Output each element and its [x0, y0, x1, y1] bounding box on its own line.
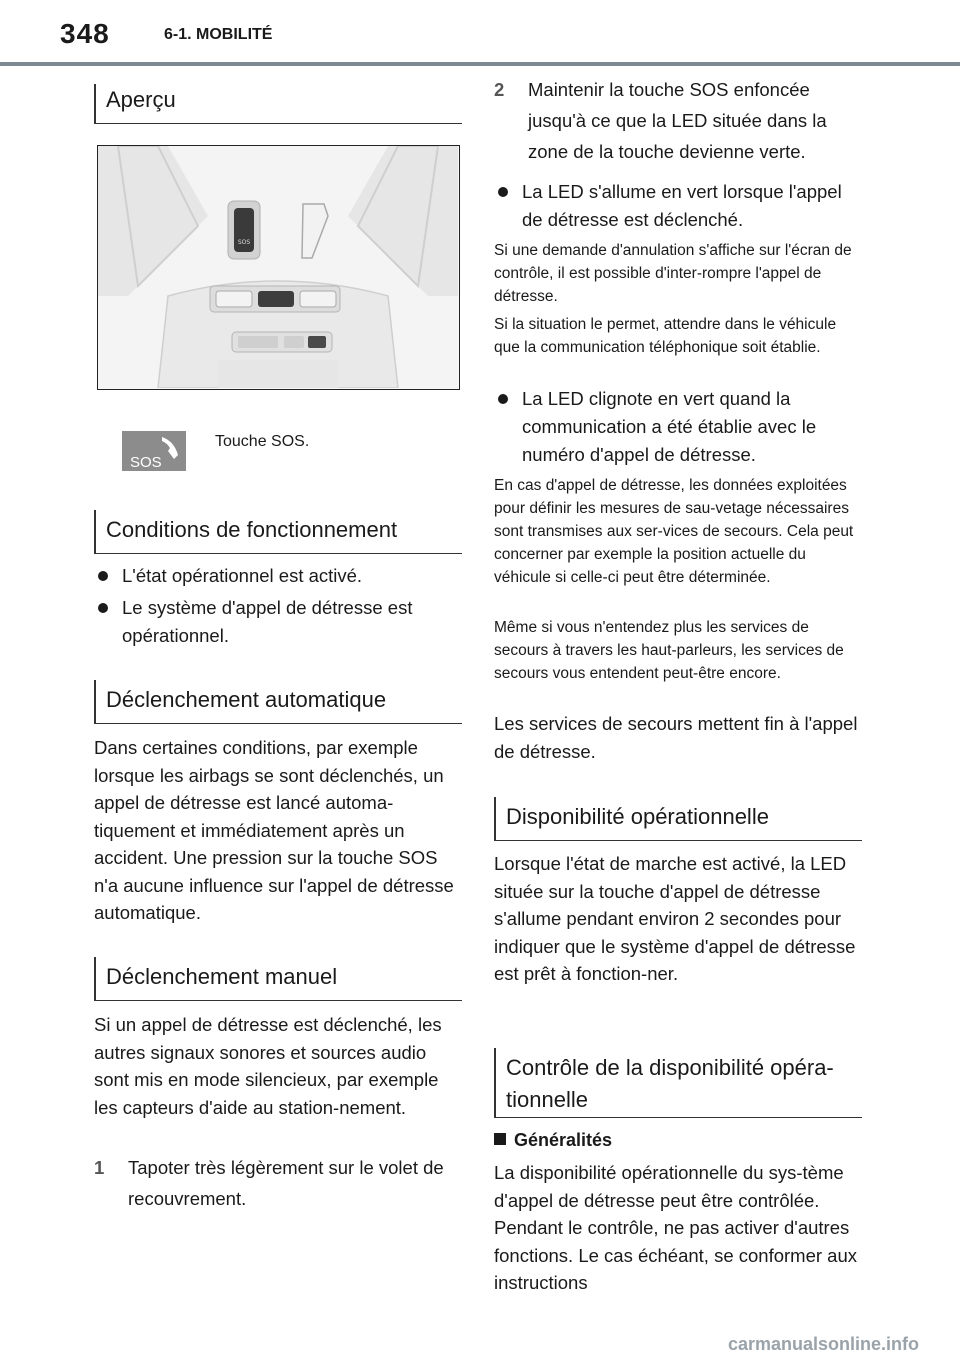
- svg-text:SOS: SOS: [237, 239, 251, 246]
- auto-trigger-text: Dans certaines conditions, par exemple lorsque les airbags se sont déclenchés, un appel de détresse est lancé automa-tiquement et immédiatement après un accident. Une pression sur la touche SOS n'a aucune influence sur l'appel de détresse automatique.: [94, 737, 454, 923]
- list-item: Le système d'appel de détresse est opérationnel.: [94, 594, 462, 650]
- bullet-icon: [498, 394, 508, 404]
- sos-icon-label: SOS: [130, 454, 162, 471]
- step-text: Tapoter très légèrement sur le volet de recouvrement.: [128, 1157, 444, 1209]
- page-number: 348: [60, 18, 110, 49]
- bullet-icon: [98, 571, 108, 581]
- list-item: La LED clignote en vert quand la communication a été établie avec le numéro d'appel de détresse.: [494, 385, 862, 469]
- manual-trigger-heading: Déclenchement manuel: [94, 957, 462, 1001]
- general-subheading: Généralités: [494, 1130, 612, 1151]
- auto-trigger-heading: Déclenchement automatique: [94, 680, 462, 724]
- availability-text: Lorsque l'état de marche est activé, la LED située sur la touche d'appel de détresse s'allume pendant environ 2 secondes pour indiquer que le système d'appel de détresse est prêt à fonction-ner.: [494, 853, 856, 984]
- chapter-title: 6-1. MOBILITÉ: [164, 26, 273, 43]
- general-text: La disponibilité opérationnelle du sys-tème d'appel de détresse peut être contrôlée. Pendant le contrôle, ne pas activer d'autres fonctions. Le cas échéant, se conformer aux instructions: [494, 1162, 858, 1293]
- list-item: L'état opérationnel est activé.: [94, 562, 462, 590]
- conditions-heading: Conditions de fonctionnement: [94, 510, 462, 554]
- sos-caption: Touche SOS.: [215, 433, 310, 450]
- header-rule: [0, 62, 960, 66]
- availability-heading: Disponibilité opérationnelle: [494, 797, 862, 841]
- step-number: 2: [494, 79, 505, 100]
- step-text: Maintenir la touche SOS enfoncée jusqu'à ce que la LED située dans la zone de la touche devienne verte.: [528, 79, 827, 162]
- note-cancel: Si une demande d'annulation s'affiche sur l'écran de contrôle, il est possible d'inter-rompre l'appel de détresse.: [494, 242, 852, 305]
- bullet-icon: [98, 603, 108, 613]
- square-bullet-icon: [494, 1133, 506, 1145]
- bullet-icon: [498, 187, 508, 197]
- phone-sos-icon: [122, 431, 186, 471]
- note-wait: Si la situation le permet, attendre dans le véhicule que la communication téléphonique soit établie.: [494, 316, 837, 356]
- watermark: carmanualsonline.info: [728, 1334, 920, 1354]
- step-2: [494, 74, 862, 167]
- end-call-text: Les services de secours mettent fin à l'appel de détresse.: [494, 713, 858, 762]
- check-heading: Contrôle de la disponibilité opéra-tionnelle: [494, 1048, 862, 1118]
- note-speakers: Même si vous n'entendez plus les services de secours à travers les haut-parleurs, les services de secours vous entendent peut-être encore.: [494, 619, 844, 682]
- overhead-console-figure: [97, 145, 460, 390]
- note-data: En cas d'appel de détresse, les données exploitées pour définir les mesures de sau-vetage nécessaires sont transmises aux ser-vices de secours. Cela peut concerner par exemple la position actuelle du véhicule si celle-ci peut être déterminée.: [494, 477, 854, 586]
- overhead-console-illustration: [98, 146, 458, 388]
- step-number: 1: [94, 1157, 105, 1178]
- step-1: [94, 1152, 460, 1214]
- manual-trigger-text: Si un appel de détresse est déclenché, les autres signaux sonores et sources audio sont mis en mode silencieux, par exemple les capteurs d'aide au station-nement.: [94, 1014, 442, 1118]
- apercu-heading: Aperçu: [94, 84, 462, 124]
- list-item: La LED s'allume en vert lorsque l'appel de détresse est déclenché.: [494, 178, 862, 234]
- page-header: [0, 0, 960, 66]
- sos-button-icon: [122, 431, 186, 471]
